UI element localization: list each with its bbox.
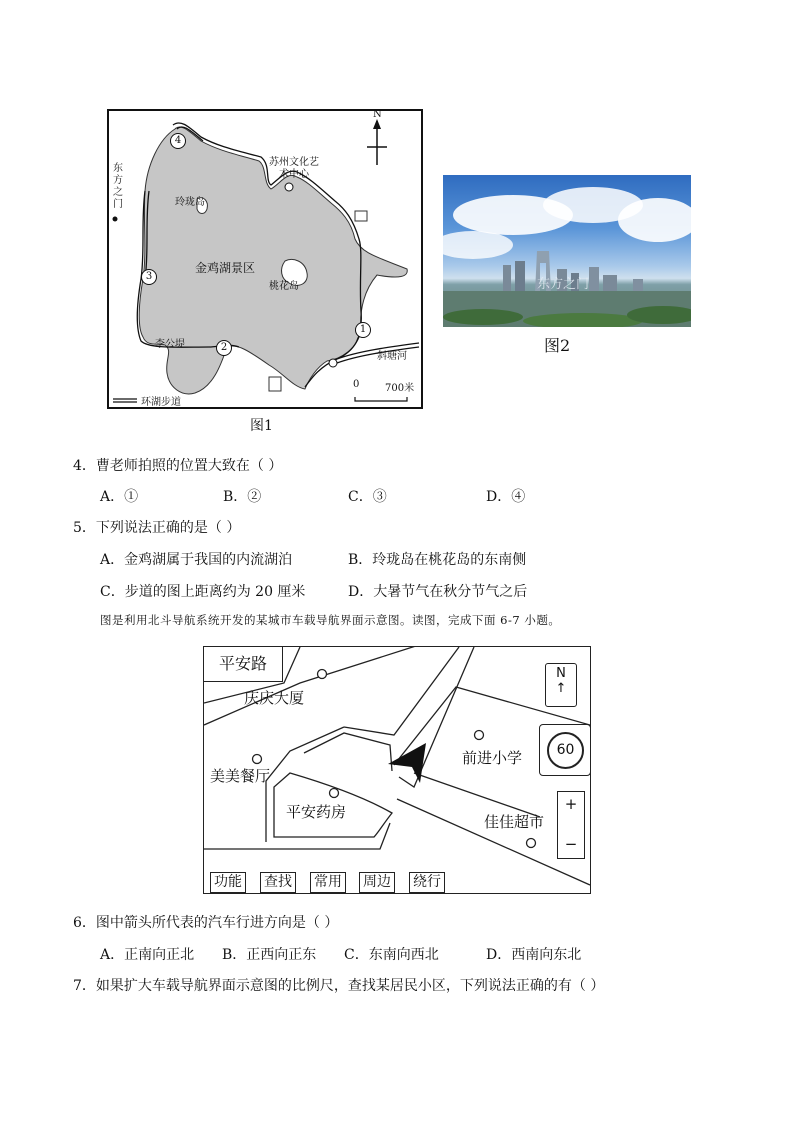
zoom-control (557, 791, 585, 859)
button-common[interactable]: 常用 (310, 872, 346, 893)
north-arrow-icon: ↑ (555, 681, 567, 696)
speed-limit-panel (539, 724, 591, 776)
culture-center-label: 苏州文化艺术中心 (269, 157, 319, 180)
q4-option-d[interactable]: D．④ (486, 489, 526, 505)
ligonggong-label: 李公堤 (155, 339, 185, 350)
marker-3: 3 (141, 269, 157, 285)
north-indicator (545, 663, 577, 707)
legend-path-label: 环湖步道 (141, 397, 181, 408)
north-label: N (556, 666, 566, 681)
speed-limit-sign: 60 (547, 732, 584, 769)
road-name-box: 平安路 (204, 647, 283, 682)
zoom-in-button[interactable]: + (564, 795, 578, 813)
q5-option-c[interactable]: C．步道的图上距离约为 20 厘米 (100, 584, 306, 600)
q4-option-c[interactable]: C．③ (348, 489, 387, 505)
building-icon (355, 211, 367, 221)
figure-1-lake-map (107, 109, 423, 409)
lake-map-svg (109, 111, 421, 407)
question-4: 4．曹老师拍照的位置大致在（ ） (73, 458, 283, 474)
east-gate-label: 东方之门 (113, 163, 123, 210)
north-label: N (373, 109, 382, 120)
q6-option-d[interactable]: D．西南向东北 (486, 947, 582, 963)
figure-1-caption: 图1 (250, 418, 273, 434)
xietang-river-label: 斜塘河 (377, 351, 407, 362)
button-search[interactable]: 查找 (260, 872, 296, 893)
east-gate-dot (113, 217, 118, 222)
question-7: 7．如果扩大车载导航界面示意图的比例尺，查找某居民小区，下列说法正确的有（ ） (73, 978, 605, 994)
place-qingqing-building[interactable]: 庆庆大厦 (244, 689, 305, 707)
photo-overlay-text: 东方之门 (537, 277, 590, 292)
place-meimei-restaurant[interactable]: 美美餐厅 (210, 767, 271, 785)
question-6: 6．图中箭头所代表的汽车行进方向是（ ） (73, 915, 339, 931)
taohua-island-label: 桃花岛 (269, 281, 299, 292)
q4-option-a[interactable]: A．① (100, 489, 139, 505)
q6-option-b[interactable]: B．正西向正东 (222, 947, 317, 963)
button-nearby[interactable]: 周边 (359, 872, 395, 893)
figure-2-caption: 图2 (544, 336, 571, 355)
scale-zero: 0 (353, 379, 360, 390)
place-pingan-pharmacy[interactable]: 平安药房 (286, 803, 347, 821)
building-icon (269, 377, 281, 391)
button-function[interactable]: 功能 (210, 872, 246, 893)
marker-4: 4 (170, 133, 186, 149)
location-pin-icon (285, 183, 293, 191)
q6-option-c[interactable]: C．东南向西北 (344, 947, 439, 963)
place-qianjin-school[interactable]: 前进小学 (462, 749, 523, 767)
location-pin-icon (329, 359, 337, 367)
scenic-area-label: 金鸡湖景区 (195, 261, 256, 275)
scale-length: 700米 (385, 383, 415, 394)
question-5: 5．下列说法正确的是（ ） (73, 520, 241, 536)
q5-option-a[interactable]: A．金鸡湖属于我国的内流湖泊 (100, 552, 293, 568)
q4-option-b[interactable]: B．② (223, 489, 262, 505)
marker-2: 2 (216, 340, 232, 356)
q5-option-b[interactable]: B．玲珑岛在桃花岛的东南侧 (348, 552, 527, 568)
zoom-out-button[interactable]: − (564, 835, 578, 853)
place-jiajia-supermarket[interactable]: 佳佳超市 (484, 813, 545, 831)
intro-6-7: 图是利用北斗导航系统开发的某城市车载导航界面示意图。读图，完成下面 6-7 小题。 (100, 613, 561, 627)
marker-1: 1 (355, 322, 371, 338)
linglong-island-label: 玲珑岛 (175, 197, 205, 208)
button-detour[interactable]: 绕行 (409, 872, 445, 893)
q6-option-a[interactable]: A．正南向正北 (100, 947, 195, 963)
navigation-interface (203, 646, 591, 894)
figure-2-photo (443, 175, 691, 327)
q5-option-d[interactable]: D．大暑节气在秋分节气之后 (348, 584, 528, 600)
